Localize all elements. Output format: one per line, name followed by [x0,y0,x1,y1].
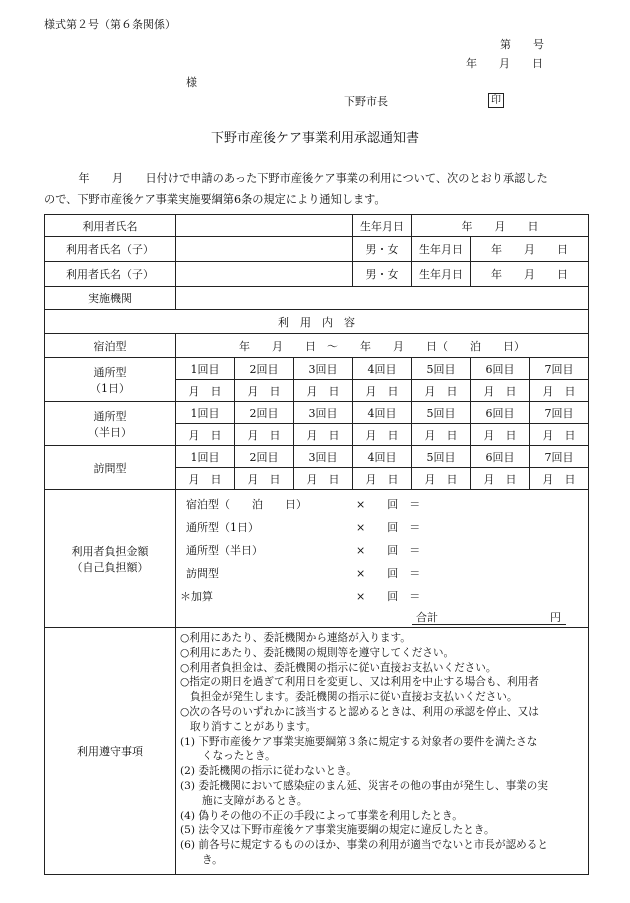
child-birth-date[interactable]: 年 月 日 [471,237,589,262]
visit-number: 4回目 [353,446,412,468]
visit-date-field[interactable]: 月 日 [294,424,353,446]
stay-period-field[interactable]: 年 月 日 ～ 年 月 日（ 泊 日） [176,334,589,358]
fee-formula[interactable]: × 回 ＝ [356,521,421,534]
visit-number: 2回目 [235,446,294,468]
visit-date-field[interactable]: 月 日 [471,424,530,446]
rule-line: ○利用にあたり、委託機関の規則等を遵守してください。 [180,646,455,659]
visit-number: 2回目 [235,358,294,380]
rule-line: ○利用者負担金は、委託機関の指示に従い直接お支払いください。 [180,661,497,674]
visit-number: 7回目 [530,358,589,380]
stay-type-label: 宿泊型 [45,334,176,358]
rule-line: (1) 下野市産後ケア事業実施要綱第３条に規定する対象者の要件を満たさな [180,735,538,748]
issue-date-line: 年 月 日 [466,57,543,70]
facility-field[interactable] [176,287,589,310]
child-birth-date[interactable]: 年 月 日 [471,262,589,287]
addressee-suffix: 様 [186,76,197,89]
visit-number: 4回目 [353,358,412,380]
birth-label: 生年月日 [353,215,412,237]
child-name-label: 利用者氏名（子） [45,237,176,262]
visit-number: 1回目 [176,402,235,424]
visit-date-field[interactable]: 月 日 [294,380,353,402]
visit-date-field[interactable]: 月 日 [530,468,589,490]
visit-number: 5回目 [412,402,471,424]
total-label: 合計 [416,611,438,624]
rules-list [176,628,589,875]
child-sex-field[interactable]: 男・女 [353,262,412,287]
visit-date-field[interactable]: 月 日 [412,468,471,490]
visit-number: 1回目 [176,358,235,380]
visit-number: 3回目 [294,446,353,468]
rule-line: ○次の各号のいずれかに該当すると認めるときは、利用の承認を停止、又は [180,705,539,718]
visit-date-field[interactable]: 月 日 [353,424,412,446]
rule-line: 取り消すことがあります。 [190,720,317,733]
child-sex-field[interactable]: 男・女 [353,237,412,262]
child-name-field[interactable] [176,262,353,287]
fee-item-surcharge: ＊加算 [180,590,213,603]
visit-date-field[interactable]: 月 日 [353,468,412,490]
home-visit-label: 訪問型 [45,446,176,490]
visit-number: 3回目 [294,358,353,380]
visit-number: 7回目 [530,402,589,424]
visit-date-field[interactable]: 月 日 [530,380,589,402]
visit-date-field[interactable]: 月 日 [176,380,235,402]
intro-line-1: 年 月 日付けで申請のあった下野市産後ケア事業の利用について、次のとおり承認した [56,172,548,185]
visit-date-field[interactable]: 月 日 [471,468,530,490]
rule-line: (5) 法令又は下野市産後ケア事業実施要綱の規定に違反したとき。 [180,824,495,837]
fee-item-day-half: 通所型（半日） [186,544,263,557]
user-birth-date[interactable]: 年 月 日 [412,215,589,237]
intro-line-2: ので、下野市産後ケア事業実施要綱第6条の規定により通知します。 [44,193,386,206]
fee-formula[interactable]: × 回 ＝ [356,544,421,557]
visit-number: 7回目 [530,446,589,468]
total-underline [412,624,566,625]
seal-mark: 印 [488,92,504,108]
day-half-label: 通所型 （半日） [45,402,176,446]
visit-number: 5回目 [412,446,471,468]
visit-number: 6回目 [471,446,530,468]
rule-line: (6) 前各号に規定するもののほか、事業の利用が適当でないと市長が認めると [180,839,548,852]
visit-number: 5回目 [412,358,471,380]
visit-date-field[interactable]: 月 日 [235,424,294,446]
user-name-label: 利用者氏名 [45,215,176,237]
visit-date-field[interactable]: 月 日 [530,424,589,446]
child-name-field[interactable] [176,237,353,262]
visit-number: 1回目 [176,446,235,468]
fee-item-day-full: 通所型（1日） [186,521,259,534]
document-number-line: 第 号 [500,38,544,51]
total-unit: 円 [550,611,561,624]
day-full-label: 通所型 （1日） [45,358,176,402]
visit-date-field[interactable]: 月 日 [176,468,235,490]
issuer-name: 下野市長 [344,95,388,108]
fee-formula[interactable]: × 回 ＝ [356,590,421,603]
fee-formula[interactable]: × 回 ＝ [356,498,421,511]
child-birth-label: 生年月日 [412,262,471,287]
rule-line: (3) 委託機関において感染症のまん延、災害その他の事由が発生し、事業の実 [180,779,548,792]
visit-date-field[interactable]: 月 日 [176,424,235,446]
fee-item-home-visit: 訪問型 [186,567,219,580]
rule-line: 施に支障があるとき。 [202,794,308,807]
visit-number: 2回目 [235,402,294,424]
rule-line: ○指定の期日を過ぎて利用日を変更し、又は利用を中止する場合も、利用者 [180,676,539,689]
rule-line: ○利用にあたり、委託機関から連絡が入ります。 [180,632,411,644]
fee-formula[interactable]: × 回 ＝ [356,567,421,580]
application-table [44,214,589,875]
visit-date-field[interactable]: 月 日 [412,424,471,446]
child-birth-label: 生年月日 [412,237,471,262]
visit-number: 3回目 [294,402,353,424]
visit-date-field[interactable]: 月 日 [294,468,353,490]
visit-date-field[interactable]: 月 日 [353,380,412,402]
rules-label: 利用遵守事項 [45,628,176,875]
fee-area [176,490,589,628]
visit-date-field[interactable]: 月 日 [235,380,294,402]
form-number: 様式第２号（第６条関係） [44,18,176,31]
document-title: 下野市産後ケア事業利用承認通知書 [210,131,419,146]
fee-item-stay: 宿泊型（ 泊 日） [186,498,307,511]
child-name-label: 利用者氏名（子） [45,262,176,287]
visit-date-field[interactable]: 月 日 [235,468,294,490]
visit-date-field[interactable]: 月 日 [471,380,530,402]
rule-line: 負担金が発生します。委託機関の指示に従い直接お支払いください。 [190,691,518,704]
visit-date-field[interactable]: 月 日 [412,380,471,402]
facility-label: 実施機関 [45,287,176,310]
user-name-field[interactable] [176,215,353,237]
fee-label: 利用者負担金額 （自己負担額） [45,490,176,628]
rule-line: (4) 偽りその他の不正の手段によって事業を利用したとき。 [180,809,463,822]
rule-line: き。 [202,853,223,866]
rule-line: くなったとき。 [202,750,276,763]
rule-line: (2) 委託機関の指示に従わないとき。 [180,765,357,778]
visit-number: 6回目 [471,358,530,380]
visit-number: 4回目 [353,402,412,424]
visit-number: 6回目 [471,402,530,424]
usage-header: 利 用 内 容 [45,310,589,334]
